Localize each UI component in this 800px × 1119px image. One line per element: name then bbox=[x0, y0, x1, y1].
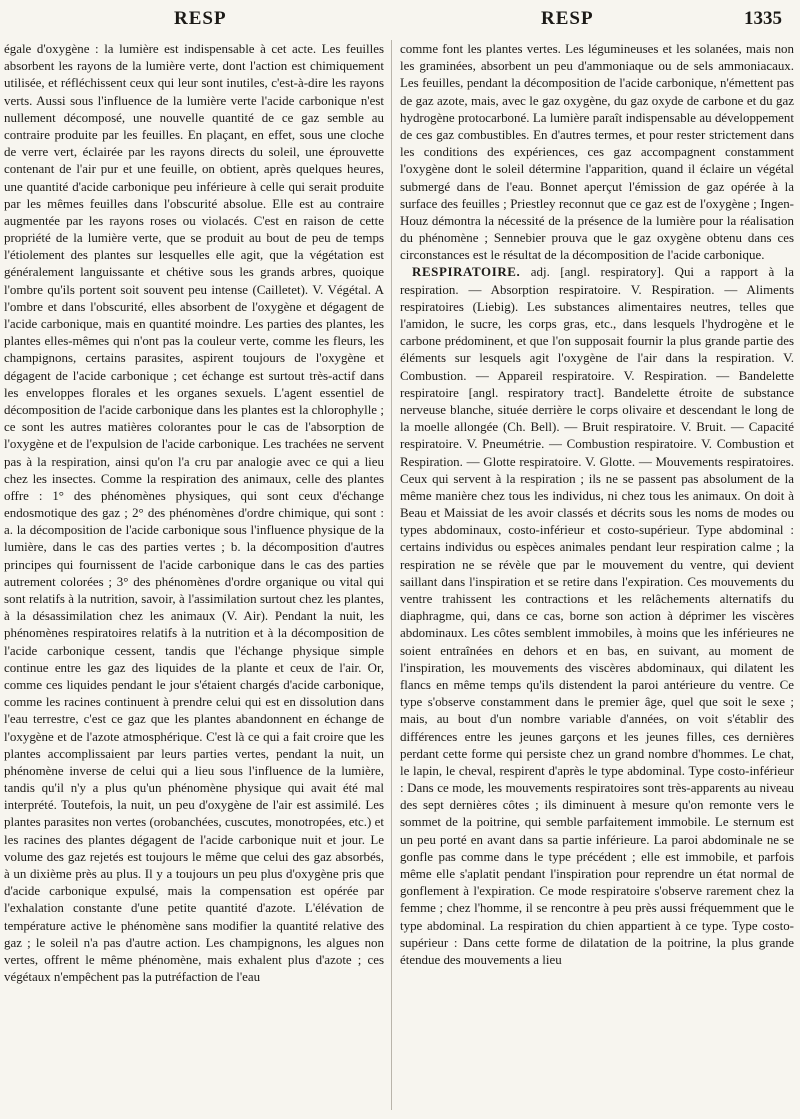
entry-body: adj. [angl. respiratory]. Qui a rapport à la respiration. — Absorption respiratoire. V. Respiration. — Aliments respiratoires (Liebig). Les substances alimentaires neutres, telles que l'amidon, le sucre, les corps gras, etc., dans lesquels l'hydrogène et le carbone prédominent, et que l'on supposait fournir la plus grande partie des éléments sur lesquels agit l'oxygène de l'air dans la respiration. V. Combustion. — Appareil respiratoire. V. Respiration. — Bandelette respiratoire [angl. respiratory tract]. Bandelette étroite de substance nerveuse blanche, située derrière le corps olivaire et descendant le long de la moelle allongée (Ch. Bell). — Bruit respiratoire. V. Bruit. — Capacité respiratoire. V. Pneumétrie. — Combustion respiratoire. V. Combustion et Respiration. — Glotte respiratoire. V. Glotte. — Mouvements respiratoires. Ceux qui servent à la respiration ; ils ne se passent pas absolument de la même manière chez tous les individus, ni chez tous les animaux. On doit à Beau et Maissiat de les avoir classés et décrits sous les noms de modes ou types abdominaux, costo-inférieur et costo-supérieur. Type abdominal : certains individus ou espèces animales pendant leur respiration calme ; la respiration ne se révèle que par le mouvement du ventre, qui devient saillant dans l'inspiration et se retire dans l'expiration. Ces mouvements du ventre trahissent les contractions et les relâchements alternatifs du diaphragme, qui, dans ce cas, borne son action à déprimer les viscères abdominaux. Les côtes semblent immobiles, à moins que les inférieures ne soient entraînées en dehors et en bas, en suivant, au moment de l'inspiration, les mouvements des viscères abdominaux, qui dilatent les flancs en même temps qu'ils distendent la paroi antérieure du ventre. Ce type s'observe constamment dans le premier âge, quel que soit le sexe ; mais, au bout d'un nombre variable d'années, on voit s'établir des différences entre les jeunes garçons et les jeunes filles, ces dernières perdant cette forme qui persiste chez un grand nombre d'hommes. Le chat, le lapin, le cheval, respirent d'après le type abdominal. Type costo-inférieur : Dans ce mode, les mouvements respiratoires sont très-apparents au niveau des sept dernières côtes ; ils diminuent à mesure qu'on remonte vers le sommet de la poitrine, qui semble parfaitement immobile. Le sternum est un peu porté en avant dans sa partie inférieure. La paroi abdominale ne se gonfle pas comme dans le type précédent ; elle est immobile, et parfois même elle s'aplatit pendant l'inspiration pour reprendre un état normal de gonflement à l'expiration. Ce mode respiratoire s'observe rarement chez la femme ; chez l'homme, il se rencontre à peu près aussi fréquemment que le type abdominal. La respiration du chien appartient à ce type. Type costo-supérieur : Dans cette forme de dilatation de la poitrine, la plus grande étendue des mouvements a lieu bbox=[400, 264, 794, 967]
running-head-right: RESP bbox=[541, 8, 594, 29]
left-column bbox=[4, 40, 384, 1115]
running-head-left: RESP bbox=[174, 8, 227, 29]
page-number: 1335 bbox=[744, 8, 782, 29]
right-column bbox=[400, 40, 794, 1115]
left-column-text: égale d'oxygène : la lumière est indispensable à cet acte. Les feuilles absorbent les rayons de la lumière verte, dont l'action est chimiquement utilisée, et réfléchissent ceux qui leur sont inutiles, c'est-à-dire les rayons verts. Aussi sous l'influence de la lumière verte l'acide carbonique n'est nullement décomposé, une nouvelle quantité de ce gaz semble au contraire produite par les feuilles. En plaçant, en effet, sous une cloche de verre vert, éclairée par les rayons directs du soleil, une éprouvette contenant de l'air pur et une feuille, on obtient, après quelques heures, une quantité d'acide carbonique peu inférieure à celle qui serait produite par les mêmes feuilles dans l'obscurité absolue. Elle est au contraire augmentée par les rayons roses ou violacés. C'est en raison de cette propriété de la lumière verte, que se produit au bout de peu de temps l'étiolement des plantes sur lesquelles elle agit, que la végétation est généralement languissante et chétive sous les grands arbres, quoique l'ombre qu'ils portent soit souvent peu intense (Cailletet). V. Végétal. A l'ombre et dans l'obscurité, elles absorbent de l'oxygène et dégagent de l'acide carbonique, mais en quantité moindre. Les parties des plantes, les plantes elles-mêmes qui n'ont pas la couleur verte, comme les fleurs, les champignons, certains parasites, aspirent toujours de l'oxygène et dégagent de l'acide carbonique ; cet échange est surtout très-actif dans les enveloppes florales et les organes sexuels. L'agent essentiel de décomposition de l'acide carbonique dans les plantes est la chlorophylle ; ce sont les autres matières colorantes pour le cas de l'absorption de l'oxygène et de l'expulsion de l'acide carbonique. Les trachées ne servent pas à la respiration, ainsi qu'on l'a cru par analogie avec ce qui a lieu chez les insectes. Comme la respiration des animaux, celle des plantes offre : 1° des phénomènes physiques, qui sont ceux d'échange endosmotique des gaz ; 2° des phénomènes d'ordre chimique, qui sont : a. la décomposition de l'acide carbonique sous l'influence physique de la lumière, dans le cas des parties vertes ; b. la décomposition d'autres principes qui fournissent de l'acide carbonique dans le cas des parties autrement colorées ; 3° des phénomènes d'ordre organique ou vital qui sont relatifs à la nutrition, savoir, à l'assimilation surtout chez les plantes, à la désassimilation chez les animaux (V. Air). Pendant la nuit, les phénomènes respiratoires relatifs à la nutrition et à la décomposition de l'acide carbonique cessent, tandis que l'échange physique simple continue entre les gaz des liquides de la plante et ceux de l'air. Or, comme ces liquides pendant le jour s'étaient chargés d'acide carbonique, comme les racines continuent à prendre celui qui est en dissolution dans l'eau terrestre, c'est ce gaz que les plantes abandonnent en échange de l'oxygène et de l'azote atmosphérique. C'est là ce qui a fait croire que les plantes accomplissaient par leurs parties vertes, pendant la nuit, un phénomène inverse de celui qui a lieu sous l'influence de la lumière, tandis qu'il n'y a plus qu'un phénomène physique qui avait été mal interprété. Toutefois, la nuit, un peu d'oxygène de l'air est assimilé. Les plantes parasites non vertes (orobanchées, cuscutes, monotropées, etc.) et les racines des plantes dégagent de l'acide carbonique nuit et jour. Le volume des gaz rejetés est toujours le même que celui des gaz absorbés, à un dixième près au plus. Il y a toujours un peu plus d'oxygène pris que d'acide carbonique expulsé, mais la compensation est opérée par l'exhalation constante d'une petite quantité d'azote. L'élévation de température active le phénomène sans modifier la quantité relative des gaz ; le soleil n'a pas d'autre action. Les champignons, les algues non vertes, offrent le même phénomène, mais exhalent plus d'azote ; ces végétaux n'empêchent pas la putréfaction de l'eau bbox=[4, 41, 384, 985]
entry-headword: RESPIRATOIRE. bbox=[412, 264, 521, 280]
right-column-paragraph-1: comme font les plantes vertes. Les légumineuses et les solanées, mais non les graminées, absorbent un peu d'ammoniaque ou de sels ammoniacaux. Les feuilles, pendant la décomposition de l'acide carbonique, n'émettent pas de gaz azote, mais, avec le gaz oxygène, du gaz oxyde de carbone et du gaz hydrogène protocarboné. La lumière paraît indispensable au développement de ces gaz combustibles. En d'autres termes, et pour rester strictement dans les conditions des expériences, ces gaz accompagnent constamment l'oxygène dont le soleil détermine l'apparition, quand il éclaire un végétal submergé dans de l'eau. Bonnet aperçut l'émission de gaz opérée à la surface des feuilles ; Priestley reconnut que ce gaz est de l'oxygène ; Ingen-Houz démontra la nécessité de la présence de la lumière pour la réalisation du phénomène ; Sennebier prouva que le gaz oxygène obtenu dans ces circonstances est le résultat de la décomposition de l'acide carbonique. bbox=[400, 41, 794, 263]
entry-respiratoire bbox=[400, 263, 794, 968]
column-divider bbox=[391, 40, 392, 1110]
page-header bbox=[0, 4, 800, 38]
